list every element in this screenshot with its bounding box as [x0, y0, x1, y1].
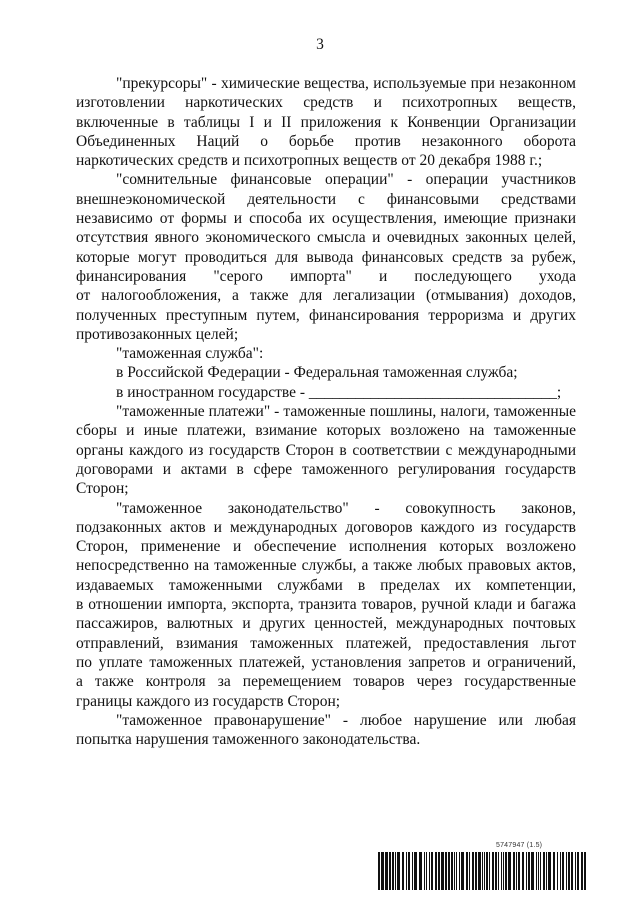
text-line: по уплате таможенных платежей, установления запретов и ограничений, [76, 653, 576, 671]
text-line: "таможенная служба": [116, 345, 264, 363]
text-line: наркотических средств и психотропных веществ от 20 декабря 1988 г.; [76, 152, 543, 170]
text-line: сборы и иные платежи, взимание которых возложено на таможенные [76, 422, 576, 440]
barcode-icon [378, 852, 586, 890]
text-line: отсутствия явного экономического смысла и очевидных законных целей, [76, 229, 576, 247]
text-line: в отношении импорта, экспорта, транзита товаров, ручной клади и багажа [76, 596, 576, 614]
text-line: "сомнительные финансовые операции" - операции участников [116, 171, 576, 189]
text-line: которые могут проводиться для вывода финансовых средств за рубеж, [76, 248, 576, 266]
text-line: попытка нарушения таможенного законодательства. [76, 731, 421, 749]
text-line: внешнеэкономической деятельности с финансовыми средствами [76, 190, 576, 208]
text-line: органы каждого из государств Сторон в соответствии с международными [76, 441, 576, 459]
text-line: от налогообложения, а также для легализации (отмывания) доходов, [76, 287, 576, 305]
text-line: издаваемых таможенными службами в пределах их компетенции, [76, 576, 576, 594]
page-number: 3 [316, 36, 324, 53]
document-body [76, 74, 576, 749]
text-line: пассажиров, валютных и других ценностей, международных почтовых [76, 615, 576, 633]
text-line: границы каждого из государств Сторон; [76, 692, 341, 710]
text-line: "таможенные платежи" - таможенные пошлины, налоги, таможенные [116, 403, 576, 421]
text-line: "таможенное правонарушение" - любое нарушение или любая [116, 711, 576, 729]
text-line: включенные в таблицы I и II приложения к Конвенции Организации [76, 113, 576, 131]
document-id: 5747947 (1.5) [496, 842, 543, 849]
text-line: изготовлении наркотических средств и психотропных веществ, [76, 94, 576, 112]
text-line: противозаконных целей; [76, 325, 239, 343]
text-line: полученных преступным путем, финансирования терроризма и других [76, 306, 576, 324]
text-line: финансирования "серого импорта" и последующего ухода [76, 267, 576, 285]
text-line: независимо от формы и способа их осуществления, имеющие признаки [76, 210, 576, 228]
text-line: непосредственно на таможенные службы, а также любых правовых актов, [76, 557, 576, 575]
text-line: подзаконных актов и международных договоров каждого из государств [76, 518, 576, 536]
text-line: договорами и актами в сфере таможенного регулирования государств [76, 460, 576, 478]
text-line: Сторон; [76, 480, 129, 498]
text-line: в Российской Федерации - Федеральная таможенная служба; [116, 364, 518, 382]
text-line: "таможенное законодательство" - совокупность законов, [116, 499, 576, 517]
text-line: "прекурсоры" - химические вещества, используемые при незаконном [116, 75, 576, 92]
text-line: а также контроля за перемещением товаров через государственные [76, 673, 576, 691]
text-line: Объединенных Наций о борьбе против незаконного оборота [76, 132, 576, 150]
text-line: отправлений, взимания таможенных платежей, предоставления льгот [76, 634, 576, 652]
text-line: Сторон, применение и обеспечение исполнения которых возложено [76, 538, 576, 556]
text-line: в иностранном государстве - ________________________________; [116, 383, 562, 401]
